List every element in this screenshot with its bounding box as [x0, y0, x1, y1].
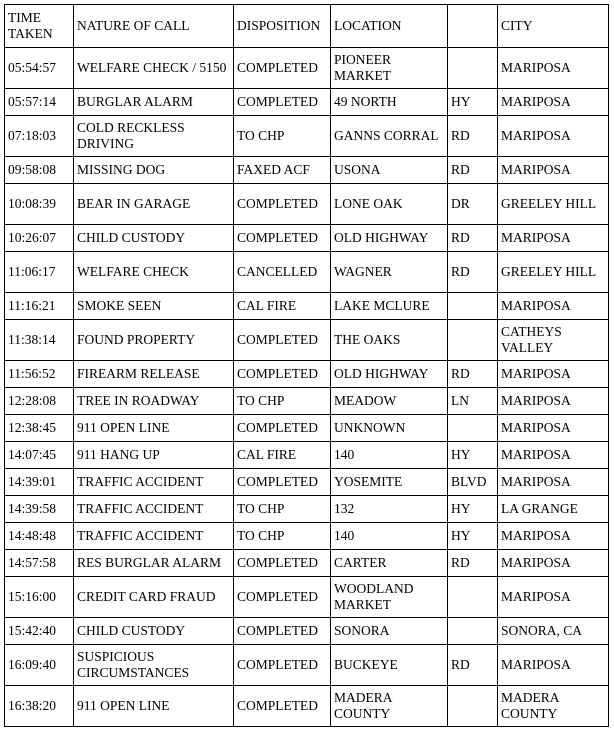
location-cell: PIONEER MARKET: [331, 48, 448, 89]
disposition-cell: COMPLETED: [234, 361, 331, 388]
table-row: [5, 686, 609, 727]
time-cell: 15:42:40: [5, 618, 74, 645]
suffix-cell: LN: [448, 388, 498, 415]
city-cell: MARIPOSA: [498, 550, 609, 577]
header-time-taken: TIME TAKEN: [5, 5, 74, 48]
suffix-cell: [448, 577, 498, 618]
disposition-cell: COMPLETED: [234, 225, 331, 252]
city-cell: MARIPOSA: [498, 225, 609, 252]
time-cell: 12:28:08: [5, 388, 74, 415]
nature-cell: CHILD CUSTODY: [74, 225, 234, 252]
header-disposition: DISPOSITION: [234, 5, 331, 48]
suffix-cell: HY: [448, 89, 498, 116]
time-cell: 11:16:21: [5, 293, 74, 320]
time-cell: 14:39:58: [5, 496, 74, 523]
city-cell: SONORA, CA: [498, 618, 609, 645]
location-cell: 140: [331, 442, 448, 469]
table-row: [5, 184, 609, 225]
disposition-cell: COMPLETED: [234, 618, 331, 645]
suffix-cell: [448, 415, 498, 442]
city-cell: MARIPOSA: [498, 469, 609, 496]
city-cell: MARIPOSA: [498, 293, 609, 320]
table-row: [5, 293, 609, 320]
table-row: [5, 320, 609, 361]
suffix-cell: [448, 293, 498, 320]
disposition-cell: COMPLETED: [234, 469, 331, 496]
nature-cell: CHILD CUSTODY: [74, 618, 234, 645]
nature-cell: WELFARE CHECK: [74, 252, 234, 293]
location-cell: GANNS CORRAL: [331, 116, 448, 157]
city-cell: MARIPOSA: [498, 116, 609, 157]
suffix-cell: HY: [448, 496, 498, 523]
nature-cell: COLD RECKLESS DRIVING: [74, 116, 234, 157]
time-cell: 10:08:39: [5, 184, 74, 225]
suffix-cell: HY: [448, 523, 498, 550]
table-row: [5, 618, 609, 645]
disposition-cell: COMPLETED: [234, 550, 331, 577]
time-cell: 11:38:14: [5, 320, 74, 361]
nature-cell: 911 HANG UP: [74, 442, 234, 469]
city-cell: MARIPOSA: [498, 89, 609, 116]
location-cell: BUCKEYE: [331, 645, 448, 686]
disposition-cell: COMPLETED: [234, 48, 331, 89]
nature-cell: 911 OPEN LINE: [74, 415, 234, 442]
table-row: [5, 469, 609, 496]
disposition-cell: TO CHP: [234, 116, 331, 157]
time-cell: 11:56:52: [5, 361, 74, 388]
disposition-cell: TO CHP: [234, 496, 331, 523]
nature-cell: SUSPICIOUS CIRCUMSTANCES: [74, 645, 234, 686]
city-cell: MARIPOSA: [498, 645, 609, 686]
location-cell: WAGNER: [331, 252, 448, 293]
city-cell: MARIPOSA: [498, 157, 609, 184]
header-row: [5, 5, 609, 48]
table-row: [5, 645, 609, 686]
disposition-cell: COMPLETED: [234, 89, 331, 116]
time-cell: 16:38:20: [5, 686, 74, 727]
city-cell: MARIPOSA: [498, 361, 609, 388]
city-cell: MARIPOSA: [498, 48, 609, 89]
nature-cell: FOUND PROPERTY: [74, 320, 234, 361]
disposition-cell: CAL FIRE: [234, 442, 331, 469]
suffix-cell: BLVD: [448, 469, 498, 496]
disposition-cell: COMPLETED: [234, 184, 331, 225]
suffix-cell: [448, 48, 498, 89]
call-log-table: [4, 4, 609, 727]
suffix-cell: RD: [448, 225, 498, 252]
nature-cell: BEAR IN GARAGE: [74, 184, 234, 225]
header-street-suffix: [448, 5, 498, 48]
location-cell: LAKE MCLURE: [331, 293, 448, 320]
table-row: [5, 225, 609, 252]
time-cell: 12:38:45: [5, 415, 74, 442]
table-row: [5, 388, 609, 415]
location-cell: YOSEMITE: [331, 469, 448, 496]
nature-cell: TREE IN ROADWAY: [74, 388, 234, 415]
suffix-cell: [448, 618, 498, 645]
nature-cell: TRAFFIC ACCIDENT: [74, 523, 234, 550]
location-cell: WOODLAND MARKET: [331, 577, 448, 618]
time-cell: 14:39:01: [5, 469, 74, 496]
header-nature-of-call: NATURE OF CALL: [74, 5, 234, 48]
city-cell: MARIPOSA: [498, 388, 609, 415]
nature-cell: SMOKE SEEN: [74, 293, 234, 320]
suffix-cell: [448, 320, 498, 361]
nature-cell: TRAFFIC ACCIDENT: [74, 469, 234, 496]
time-cell: 16:09:40: [5, 645, 74, 686]
nature-cell: WELFARE CHECK / 5150: [74, 48, 234, 89]
time-cell: 14:48:48: [5, 523, 74, 550]
disposition-cell: CANCELLED: [234, 252, 331, 293]
table-row: [5, 523, 609, 550]
city-cell: MADERA COUNTY: [498, 686, 609, 727]
table-row: [5, 415, 609, 442]
suffix-cell: RD: [448, 361, 498, 388]
header-location: LOCATION: [331, 5, 448, 48]
location-cell: USONA: [331, 157, 448, 184]
time-cell: 09:58:08: [5, 157, 74, 184]
table-row: [5, 361, 609, 388]
table-row: [5, 442, 609, 469]
location-cell: CARTER: [331, 550, 448, 577]
call-log-body: [5, 48, 609, 727]
suffix-cell: RD: [448, 157, 498, 184]
table-row: [5, 577, 609, 618]
disposition-cell: COMPLETED: [234, 577, 331, 618]
disposition-cell: TO CHP: [234, 523, 331, 550]
location-cell: THE OAKS: [331, 320, 448, 361]
location-cell: 132: [331, 496, 448, 523]
location-cell: UNKNOWN: [331, 415, 448, 442]
city-cell: GREELEY HILL: [498, 184, 609, 225]
location-cell: SONORA: [331, 618, 448, 645]
time-cell: 05:57:14: [5, 89, 74, 116]
time-cell: 10:26:07: [5, 225, 74, 252]
nature-cell: TRAFFIC ACCIDENT: [74, 496, 234, 523]
disposition-cell: COMPLETED: [234, 415, 331, 442]
header-city: CITY: [498, 5, 609, 48]
table-row: [5, 116, 609, 157]
suffix-cell: RD: [448, 252, 498, 293]
time-cell: 05:54:57: [5, 48, 74, 89]
city-cell: MARIPOSA: [498, 442, 609, 469]
time-cell: 11:06:17: [5, 252, 74, 293]
suffix-cell: [448, 686, 498, 727]
location-cell: OLD HIGHWAY: [331, 225, 448, 252]
time-cell: 14:07:45: [5, 442, 74, 469]
disposition-cell: FAXED ACF: [234, 157, 331, 184]
table-row: [5, 252, 609, 293]
disposition-cell: TO CHP: [234, 388, 331, 415]
location-cell: OLD HIGHWAY: [331, 361, 448, 388]
suffix-cell: RD: [448, 550, 498, 577]
city-cell: LA GRANGE: [498, 496, 609, 523]
nature-cell: RES BURGLAR ALARM: [74, 550, 234, 577]
location-cell: MEADOW: [331, 388, 448, 415]
location-cell: 49 NORTH: [331, 89, 448, 116]
table-row: [5, 550, 609, 577]
city-cell: CATHEYS VALLEY: [498, 320, 609, 361]
suffix-cell: RD: [448, 116, 498, 157]
city-cell: MARIPOSA: [498, 415, 609, 442]
time-cell: 14:57:58: [5, 550, 74, 577]
time-cell: 07:18:03: [5, 116, 74, 157]
disposition-cell: CAL FIRE: [234, 293, 331, 320]
city-cell: MARIPOSA: [498, 523, 609, 550]
nature-cell: FIREARM RELEASE: [74, 361, 234, 388]
suffix-cell: HY: [448, 442, 498, 469]
location-cell: 140: [331, 523, 448, 550]
table-row: [5, 496, 609, 523]
nature-cell: CREDIT CARD FRAUD: [74, 577, 234, 618]
location-cell: LONE OAK: [331, 184, 448, 225]
nature-cell: MISSING DOG: [74, 157, 234, 184]
table-row: [5, 157, 609, 184]
disposition-cell: COMPLETED: [234, 320, 331, 361]
suffix-cell: RD: [448, 645, 498, 686]
table-row: [5, 89, 609, 116]
table-row: [5, 48, 609, 89]
location-cell: MADERA COUNTY: [331, 686, 448, 727]
time-cell: 15:16:00: [5, 577, 74, 618]
suffix-cell: DR: [448, 184, 498, 225]
city-cell: MARIPOSA: [498, 577, 609, 618]
city-cell: GREELEY HILL: [498, 252, 609, 293]
disposition-cell: COMPLETED: [234, 645, 331, 686]
disposition-cell: COMPLETED: [234, 686, 331, 727]
nature-cell: BURGLAR ALARM: [74, 89, 234, 116]
nature-cell: 911 OPEN LINE: [74, 686, 234, 727]
